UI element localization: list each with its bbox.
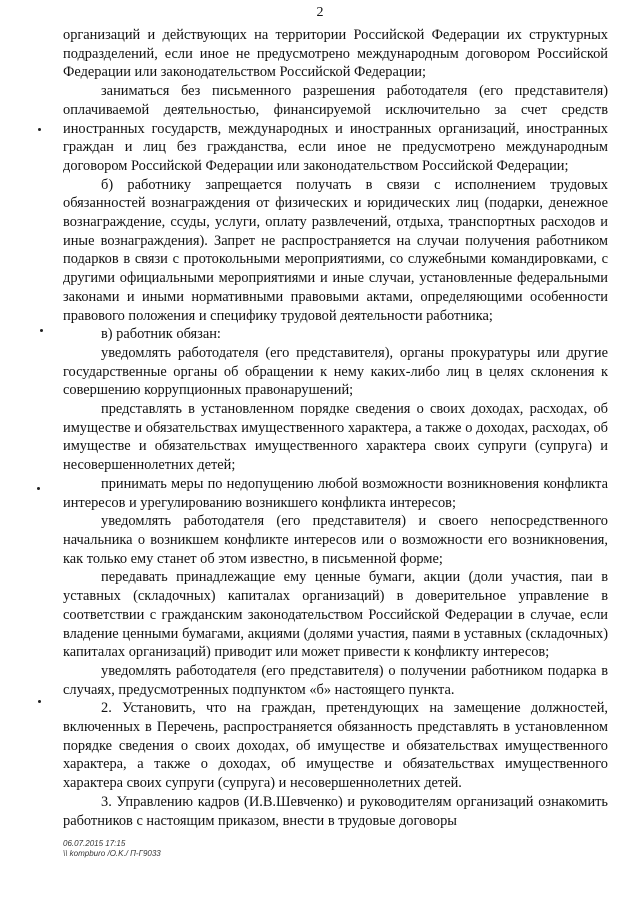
document-body <box>63 26 608 830</box>
paragraph: уведомлять работодателя (его представителя) и своего непосредственного начальника о возникшем конфликте интересов или о возможности его возникновения, как только ему станет об этом известно, в письменной форме; <box>63 513 608 567</box>
scan-mark <box>38 700 41 703</box>
paragraph: уведомлять работодателя (его представителя) о получении работником подарка в случаях, предусмотренных подпунктом «б» настоящего пункта. <box>63 662 608 698</box>
paragraph: представлять в установленном порядке сведения о своих доходах, расходах, об имуществе и обязательствах имущественного характера, а также о доходах, расходах, об имуществе и обязательствах имущественного характера своих супруги (супруга) и несовершеннолетних детей; <box>63 401 608 474</box>
paragraph: в) работник обязан: <box>101 326 221 343</box>
footer-path: \\ kompburo /O.K./ П-Г9033 <box>63 849 161 858</box>
paragraph: принимать меры по недопущению любой возможности возникновения конфликта интересов и урегулированию возникшего конфликта интересов; <box>63 475 608 511</box>
paragraph: 3. Управлению кадров (И.В.Шевченко) и руководителям организаций ознакомить работников с настоящим приказом, внести в трудовые договоры <box>63 793 608 829</box>
scan-mark <box>37 487 40 490</box>
paragraph: организаций и действующих на территории Российской Федерации их структурных подразделений, если иное не предусмотрено международным договором Российской Федерации или законодательством Российской Федерации; <box>63 27 608 81</box>
scan-mark <box>38 128 41 131</box>
paragraph: заниматься без письменного разрешения работодателя (его представителя) оплачиваемой деятельностью, финансируемой исключительно за счет средств иностранных государств, международных и иностранных организаций, иностранных граждан и лиц без гражданства, если иное не предусмотрено международным договором Российской Федерации или законодательством Российской Федерации; <box>63 83 608 174</box>
scan-mark <box>40 329 43 332</box>
paragraph: передавать принадлежащие ему ценные бумаги, акции (доли участия, паи в уставных (складочных) капиталах организаций) в доверительное управление в соответствии с гражданским законодательством Российской Федерации в случае, если владение ценными бумагами, акциями (долями участия, паями в уставных (складочных) капиталах организаций) приводит или может привести к конфликту интересов; <box>63 569 608 661</box>
paragraph: б) работнику запрещается получать в связи с исполнением трудовых обязанностей вознаграждения от физических и юридических лиц (подарки, денежное вознаграждение, ссуды, услуги, оплату развлечений, отдыха, транспортных расходов и иные вознаграждения). Запрет не распространяется на случаи получения работником подарков в связи с протокольными мероприятиями, со служебными командировками, с другими официальными мероприятиями и иные случаи, установленные федеральными законами и иными нормативными правовыми актами, определяющими особенности правового положения и специфику трудовой деятельности работника; <box>63 176 608 324</box>
paragraph: 2. Установить, что на граждан, претендующих на замещение должностей, включенных в Перечень, распространяется обязанность представлять в установленном порядке сведения о своих доходах, об имуществе и обязательствах имущественного характера, а также о доходах, об имуществе и обязательствах имущественного характера своих супруги (супруга) и несовершеннолетних детей. <box>63 700 608 792</box>
paragraph: уведомлять работодателя (его представителя), органы прокуратуры или другие государственные органы об обращении к нему каких-либо лиц в целях склонения к совершению коррупционных правонарушений; <box>63 344 608 399</box>
document-footer <box>63 839 161 859</box>
page-number: 2 <box>316 5 324 20</box>
footer-date: 06.07.2015 17:15 <box>63 839 126 848</box>
